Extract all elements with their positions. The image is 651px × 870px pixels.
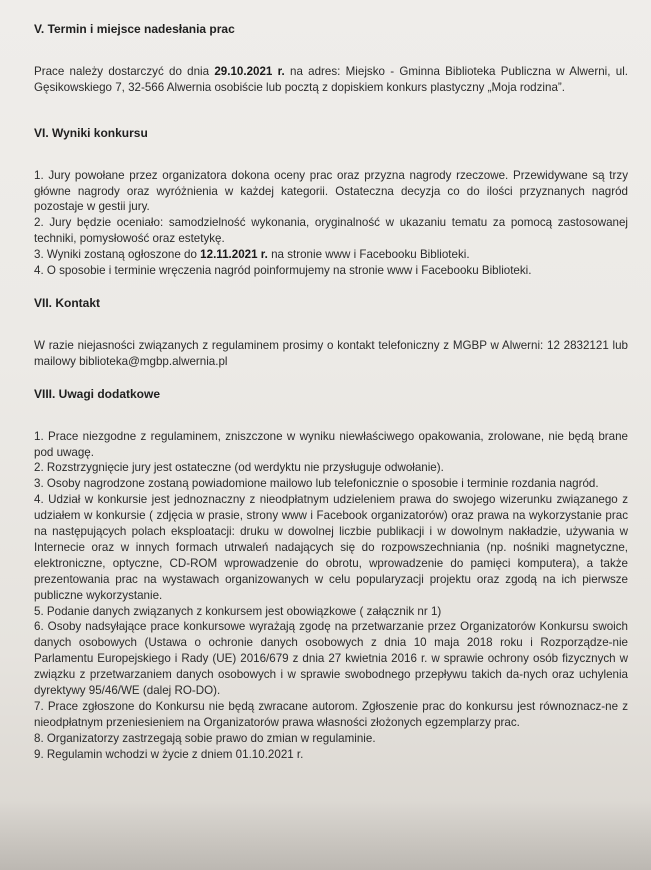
- results-item-2: 2. Jury będzie oceniało: samodzielność wykonania, oryginalność w ukazaniu tematu za pomocą zastosowanej techniki, pomysłowość oraz estetykę.: [34, 216, 628, 246]
- contact-text: W razie niejasności związanych z regulaminem prosimy o kontakt telefoniczny z MGBP w Alwerni: 12 2832121 lub mailowy biblioteka@mgbp.alwernia.pl: [34, 338, 628, 368]
- remarks-item-3: 3. Osoby nagrodzone zostaną powiadomione mailowo lub telefonicznie o sposobie i terminie rozdania nagród.: [34, 477, 599, 491]
- results-date: 12.11.2021 r.: [200, 248, 268, 262]
- document-content: [34, 22, 628, 763]
- section-viii-heading: VIII. Uwagi dodatkowe: [34, 386, 161, 401]
- section-v-text-post: na adres: Miejsko - Gminna Biblioteka Publiczna w Alwerni, ul. Gęsikowskiego 7, 32-566 Alwernia osobiście lub pocztą z dopiskiem konkurs plastyczny „Moja rodzina”.: [34, 64, 628, 94]
- results-item-3-post: na stronie www i Facebooku Biblioteki.: [267, 248, 470, 262]
- remarks-item-5: 5. Podanie danych związanych z konkursem jest obowiązkowe ( załącznik nr 1): [34, 604, 442, 618]
- section-vi-heading: VI. Wyniki konkursu: [34, 125, 148, 140]
- remarks-item-8: 8. Organizatorzy zastrzegają sobie prawo do zmian w regulaminie.: [34, 731, 376, 745]
- deadline-date: 29.10.2021 r.: [214, 64, 285, 78]
- remarks-item-7: 7. Prace zgłoszone do Konkursu nie będą zwracane autorom. Zgłoszenie prac do konkursu jest równoznacz-ne z nieodpłatnym przeniesieniem na Organizatorów prawa własności złożonych egzemplarzy prac.: [34, 700, 628, 729]
- remarks-item-6: 6. Osoby nadsyłające prace konkursowe wyrażają zgodę na przetwarzanie przez Organizatorów Konkursu swoich danych osobowych (Ustawa o ochronie danych osobowych z dnia 10 maja 2018 roku i Rozporządze-nie Parlamentu Europejskiego i Rady (UE) 2016/679 z dnia 27 kwietnia 2016 r. w sprawie ochrony osób fizycznych w związku z przetwarzaniem danych osobowych i w sprawie swobodnego przepływu takich da-nych oraz uchylenia dyrektywy 95/46/WE (dalej RO-DO).: [34, 620, 628, 698]
- results-item-1: 1. Jury powołane przez organizatora dokona oceny prac oraz przyzna nagrody rzeczowe. Przewidywane są trzy główne nagrody oraz wyróżnienia w każdej kategorii. Ostateczna decyzja co do ilości przyznanych nagród pozostaje w gestii jury.: [34, 168, 628, 214]
- section-v-paragraph: [34, 64, 628, 96]
- section-v-heading: V. Termin i miejsce nadesłania prac: [34, 22, 235, 36]
- remarks-item-2: 2. Rozstrzygnięcie jury jest ostateczne (od werdyktu nie przysługuje odwołanie).: [34, 461, 444, 475]
- results-item-4: 4. O sposobie i terminie wręczenia nagród poinformujemy na stronie www i Facebooku Biblioteki.: [34, 264, 532, 278]
- remarks-item-9: 9. Regulamin wchodzi w życie z dniem 01.10.2021 r.: [34, 747, 304, 761]
- results-item-3-pre: 3. Wyniki zostaną ogłoszone do: [34, 248, 201, 262]
- remarks-item-1: 1. Prace niezgodne z regulaminem, zniszczone w wyniku niewłaściwego opakowania, zrolowane, nie będą brane pod uwagę.: [34, 429, 628, 459]
- section-v-text-pre: Prace należy dostarczyć do dnia: [34, 64, 215, 78]
- section-vii-heading: VII. Kontakt: [34, 295, 101, 310]
- results-item-3: [34, 247, 628, 263]
- paper-shadow: [0, 800, 651, 870]
- remarks-item-4: 4. Udział w konkursie jest jednoznaczny z nieodpłatnym udzieleniem prawa do swojego wizerunku związanego z udziałem w konkursie ( zdjęcia w prasie, strony www i Facebook organizatorów) oraz prawa na wykorzystanie prac na następujących polach eksploatacji: druku w dowolnej liczbie publikacji i w dowolnym nakładzie, używania w Internecie oraz w innych formach utrwaleń nadających się do rozpowszechniania (np. nośniki magnetyczne, elektroniczne, optyczne, CD-ROM wprowadzenie do obrotu, wprowadzenie do pamięci komputera), a także prezentowania prac na wystawach organizowanych w celu popularyzacji projektu oraz zgodą na ich pierwsze publiczne wykorzystanie.: [34, 493, 628, 602]
